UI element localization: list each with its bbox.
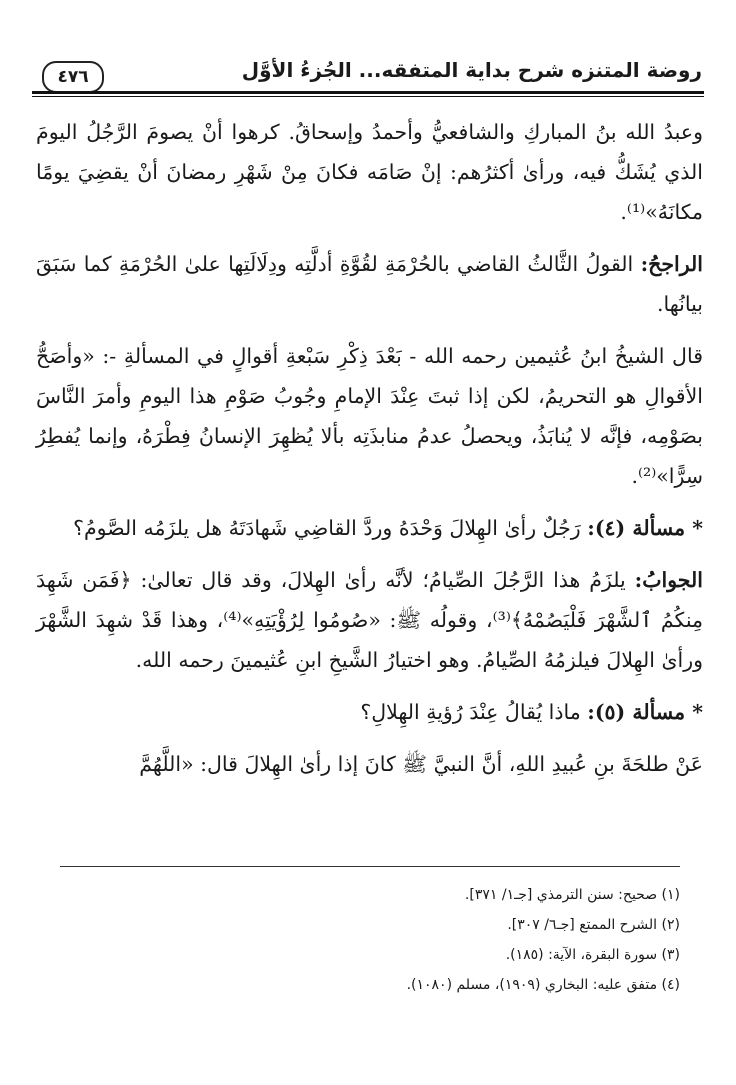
question-4-label: * مسألة (٤): <box>587 516 703 540</box>
paragraph-uthaymin-quote: قال الشيخُ ابنُ عُثيمين رحمه الله - بَعْدَ ذِكْرِ سَبْعةِ أقوالٍ في المسألةِ -: «وأصَحُّ الأقوالِ هو التحريمُ، لكن إذا ثبتَ عِنْدَ الإمامِ وجُوبُ صَوْمِ هذا اليومِ وأمرَ النَّاسَ بصَوْمِه، فإنَّه لا يُنابَذُ، ويحصلُ عدمُ منابذَتِه بألا يُظهِرَ الإنسانُ فِطْرَهُ، وإنما يُفطِرُ سِرًّا»⁽²⁾. <box>36 344 703 488</box>
question-5-label: * مسألة (٥): <box>587 700 703 724</box>
question-4-text: رَجُلٌ رأىٰ الهِلالَ وَحْدَهُ وردَّ القاضِي شَهادَتَهُ هل يلزَمُه الصَّومُ؟ <box>73 516 581 540</box>
question-4 <box>36 508 703 548</box>
footnote-1: (١) صحيح: سنن الترمذي [جـ١/ ٣٧١]. <box>464 887 680 903</box>
answer-4-text: يلزَمُ هذا الرَّجُلَ الصِّيامُ؛ لأنَّه رأىٰ الهِلالَ، وقد قال تعالىٰ: ﴿فَمَن شَهِدَ مِنكُمُ ٱلشَّهْرَ فَلْيَصُمْهُ﴾⁽³⁾، وقولُه ﷺ: «صُومُوا لِرُؤْيَتِهِ»⁽⁴⁾، وهذا قَدْ شهِدَ الشَّهْرَ ورأىٰ الهِلالَ فيلزمُهُ الصِّيامُ. وهو اختيارُ الشَّيخِ ابنِ عُثيمينَ رحمه الله. <box>36 568 703 672</box>
running-head: روضة المتنزه شرح بداية المتفقه... الجُزءُ الأوَّل <box>241 58 702 82</box>
footnote-divider <box>60 866 680 867</box>
main-text <box>36 112 703 796</box>
rajih-text: القولُ الثَّالثُ القاضي بالحُرْمَةِ لقُوَّةِ أدلَّتِه ودِلَالَتِها علىٰ الحُرْمَةِ كما سَبَقَ بيانُها. <box>36 252 703 316</box>
rajih-label: الراجحُ: <box>640 252 703 276</box>
footnote-4: (٤) متفق عليه: البخاري (١٩٠٩)، مسلم (١٠٨٠). <box>406 977 680 993</box>
footnotes <box>60 880 680 1000</box>
paragraph-rajih <box>36 244 703 324</box>
answer-4-label: الجوابُ: <box>634 568 703 592</box>
header-rule-thin <box>32 96 704 97</box>
paragraph-hadith: عَنْ طلحَةَ بنِ عُبيدِ اللهِ، أنَّ النبيَّ ﷺ كانَ إذا رأىٰ الهِلالَ قال: «اللَّهُمَّ <box>139 752 703 776</box>
footnote-2: (٢) الشرح الممتع [جـ٦/ ٣٠٧]. <box>507 917 680 933</box>
footnote-3: (٣) سورة البقرة، الآية: (١٨٥). <box>505 947 680 963</box>
page-number: ٤٧٦ <box>42 61 104 93</box>
header-rule-thick <box>32 91 704 94</box>
paragraph-1: وعبدُ الله بنُ المباركِ والشافعيُّ وأحمدُ وإسحاقُ. كرهوا أنْ يصومَ الرَّجُلُ اليومَ الذي يُشَكُّ فيه، ورأىٰ أكثرُهم: إنْ صَامَه فكانَ مِنْ شَهْرِ رمضانَ أنْ يقضِيَ يومًا مكانَهُ»⁽¹⁾. <box>36 120 703 224</box>
page-header <box>32 52 704 96</box>
question-5-text: ماذا يُقالُ عِنْدَ رُؤيةِ الهِلالِ؟ <box>360 700 581 724</box>
question-5 <box>36 692 703 732</box>
answer-4 <box>36 560 703 680</box>
